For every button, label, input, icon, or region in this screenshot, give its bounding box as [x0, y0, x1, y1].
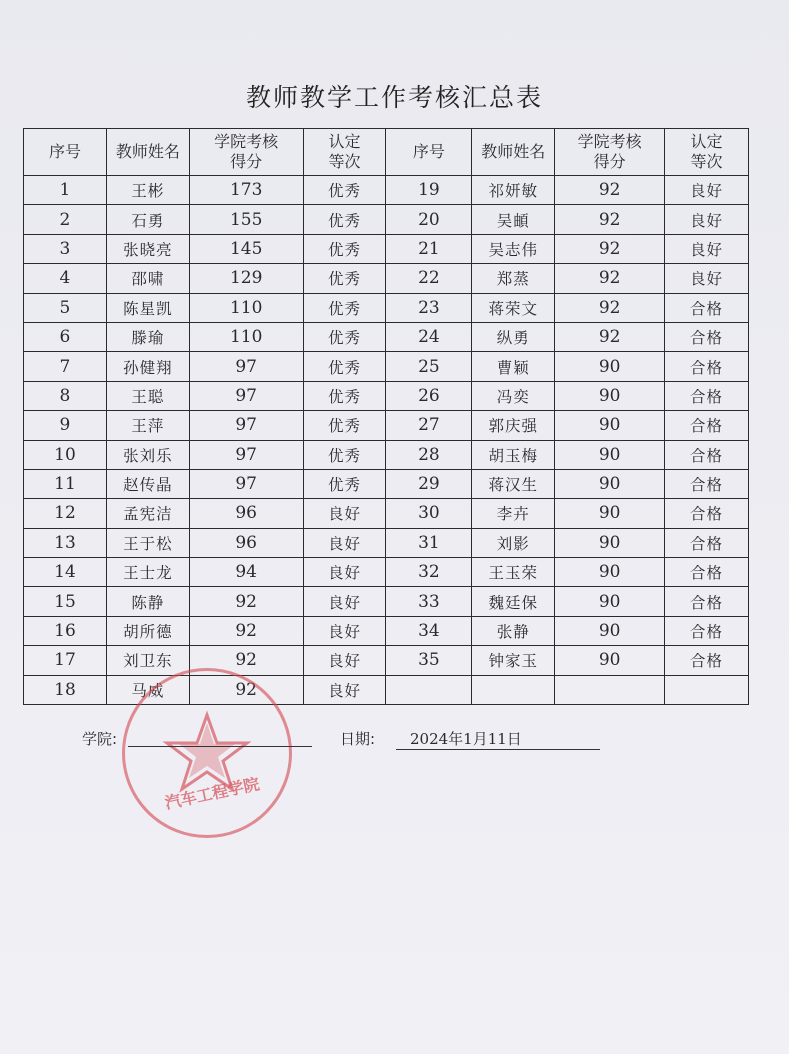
table-row: [24, 293, 749, 322]
cell-seq: 12: [24, 499, 107, 528]
seal-bottom-text: 汽车工程学院: [163, 774, 262, 813]
cell-score: 90: [555, 381, 665, 410]
cell-grade: 合格: [665, 411, 749, 440]
cell-seq: 10: [24, 440, 107, 469]
cell-seq: 2: [24, 205, 107, 234]
cell-grade: 合格: [665, 499, 749, 528]
cell-score: 97: [189, 469, 303, 498]
cell-name: 郭庆强: [472, 411, 555, 440]
cell-grade: 优秀: [303, 205, 386, 234]
table-row: [24, 205, 749, 234]
cell-score: 92: [189, 616, 303, 645]
cell-score: 96: [189, 528, 303, 557]
cell-score: 90: [555, 352, 665, 381]
cell-name: 蒋汉生: [472, 469, 555, 498]
table-row: [24, 587, 749, 616]
college-signature-line: [128, 746, 312, 747]
header-grade-left: 认定 等次: [303, 129, 386, 176]
cell-score: 145: [189, 234, 303, 263]
cell-name: 刘卫东: [106, 646, 189, 675]
cell-score: 90: [555, 646, 665, 675]
cell-name: 胡玉梅: [472, 440, 555, 469]
cell-seq: 17: [24, 646, 107, 675]
cell-seq: 11: [24, 469, 107, 498]
cell-name: 王聪: [106, 381, 189, 410]
cell-score: 96: [189, 499, 303, 528]
cell-seq: 28: [386, 440, 472, 469]
cell-score: 92: [189, 587, 303, 616]
table-row: [24, 469, 749, 498]
cell-name: 魏廷保: [472, 587, 555, 616]
cell-grade: 优秀: [303, 411, 386, 440]
cell-grade: 合格: [665, 381, 749, 410]
cell-score: 92: [189, 675, 303, 704]
cell-score: 90: [555, 528, 665, 557]
cell-name: 孙健翔: [106, 352, 189, 381]
cell-seq: 6: [24, 322, 107, 351]
table-row: [24, 616, 749, 645]
cell-seq: 29: [386, 469, 472, 498]
cell-seq: 7: [24, 352, 107, 381]
cell-name: 王士龙: [106, 558, 189, 587]
cell-name: 滕瑜: [106, 322, 189, 351]
cell-name: 胡所德: [106, 616, 189, 645]
cell-seq: 27: [386, 411, 472, 440]
cell-name: 陈星凯: [106, 293, 189, 322]
summary-table: [23, 128, 749, 705]
cell-seq: 4: [24, 264, 107, 293]
cell-score: 92: [555, 234, 665, 263]
cell-grade: 良好: [665, 234, 749, 263]
cell-grade: 合格: [665, 440, 749, 469]
cell-name: 李卉: [472, 499, 555, 528]
cell-name: 纵勇: [472, 322, 555, 351]
cell-name: 吴頔: [472, 205, 555, 234]
cell-grade: 合格: [665, 469, 749, 498]
cell-seq: 30: [386, 499, 472, 528]
cell-score: 129: [189, 264, 303, 293]
cell-score: 90: [555, 469, 665, 498]
cell-score: 155: [189, 205, 303, 234]
table-row: [24, 176, 749, 205]
cell-grade: 合格: [665, 352, 749, 381]
cell-name: 王玉荣: [472, 558, 555, 587]
cell-seq: 5: [24, 293, 107, 322]
cell-grade: 良好: [665, 264, 749, 293]
cell-name: 刘影: [472, 528, 555, 557]
date-value: 2024年1月11日: [396, 728, 600, 750]
table-row: [24, 440, 749, 469]
cell-grade: 良好: [303, 587, 386, 616]
table-row: [24, 381, 749, 410]
cell-seq: 1: [24, 176, 107, 205]
header-name-left: 教师姓名: [106, 129, 189, 176]
cell-name: 张晓亮: [106, 234, 189, 263]
cell-grade: 良好: [303, 646, 386, 675]
cell-seq: 18: [24, 675, 107, 704]
cell-grade: 优秀: [303, 381, 386, 410]
cell-seq: 31: [386, 528, 472, 557]
cell-score: 173: [189, 176, 303, 205]
table-row: [24, 264, 749, 293]
cell-seq: 22: [386, 264, 472, 293]
cell-name: 吴志伟: [472, 234, 555, 263]
cell-grade: [665, 675, 749, 704]
cell-name: 王于松: [106, 528, 189, 557]
cell-grade: 合格: [665, 558, 749, 587]
date-label: 日期:: [340, 730, 376, 748]
cell-grade: 良好: [303, 675, 386, 704]
cell-seq: 34: [386, 616, 472, 645]
cell-grade: 优秀: [303, 264, 386, 293]
cell-grade: 合格: [665, 616, 749, 645]
cell-name: 钟家玉: [472, 646, 555, 675]
cell-seq: 35: [386, 646, 472, 675]
cell-grade: 优秀: [303, 293, 386, 322]
cell-name: 石勇: [106, 205, 189, 234]
cell-grade: 合格: [665, 646, 749, 675]
cell-name: 张刘乐: [106, 440, 189, 469]
cell-grade: 优秀: [303, 469, 386, 498]
cell-grade: 优秀: [303, 352, 386, 381]
college-label: 学院:: [82, 730, 118, 748]
cell-name: 王彬: [106, 176, 189, 205]
cell-seq: 19: [386, 176, 472, 205]
table-row: [24, 528, 749, 557]
cell-seq: 23: [386, 293, 472, 322]
cell-seq: 20: [386, 205, 472, 234]
cell-score: 92: [555, 293, 665, 322]
cell-score: 92: [555, 176, 665, 205]
cell-name: 孟宪洁: [106, 499, 189, 528]
cell-score: 97: [189, 440, 303, 469]
document-title: 教师教学工作考核汇总表: [245, 83, 543, 112]
cell-name: 马威: [106, 675, 189, 704]
header-row: [24, 129, 749, 176]
cell-score: 90: [555, 440, 665, 469]
official-seal: [122, 668, 292, 838]
cell-score: 92: [189, 646, 303, 675]
table-row: [24, 322, 749, 351]
cell-name: 张静: [472, 616, 555, 645]
cell-name: 曹颖: [472, 352, 555, 381]
cell-score: 97: [189, 352, 303, 381]
cell-seq: 24: [386, 322, 472, 351]
cell-seq: 32: [386, 558, 472, 587]
cell-score: 92: [555, 322, 665, 351]
cell-grade: 良好: [303, 616, 386, 645]
cell-name: 郑蒸: [472, 264, 555, 293]
table-row: [24, 411, 749, 440]
cell-score: 97: [189, 381, 303, 410]
cell-score: [555, 675, 665, 704]
table-row: [24, 499, 749, 528]
cell-grade: 合格: [665, 528, 749, 557]
cell-name: 蒋荣文: [472, 293, 555, 322]
cell-score: 94: [189, 558, 303, 587]
cell-seq: 21: [386, 234, 472, 263]
cell-grade: 良好: [665, 205, 749, 234]
cell-seq: [386, 675, 472, 704]
cell-score: 90: [555, 411, 665, 440]
cell-score: 110: [189, 293, 303, 322]
cell-name: 祁妍敏: [472, 176, 555, 205]
cell-grade: 良好: [665, 176, 749, 205]
cell-seq: 8: [24, 381, 107, 410]
cell-seq: 3: [24, 234, 107, 263]
table-row: [24, 352, 749, 381]
cell-name: 赵传晶: [106, 469, 189, 498]
header-grade-right: 认定 等次: [665, 129, 749, 176]
header-name-right: 教师姓名: [472, 129, 555, 176]
cell-grade: 优秀: [303, 176, 386, 205]
table-row: [24, 234, 749, 263]
cell-name: [472, 675, 555, 704]
cell-grade: 优秀: [303, 322, 386, 351]
cell-name: 王萍: [106, 411, 189, 440]
cell-grade: 优秀: [303, 234, 386, 263]
cell-score: 90: [555, 499, 665, 528]
header-score-left: 学院考核 得分: [189, 129, 303, 176]
cell-seq: 26: [386, 381, 472, 410]
cell-score: 90: [555, 587, 665, 616]
cell-grade: 优秀: [303, 440, 386, 469]
cell-grade: 良好: [303, 558, 386, 587]
cell-score: 97: [189, 411, 303, 440]
cell-seq: 13: [24, 528, 107, 557]
cell-grade: 合格: [665, 293, 749, 322]
cell-name: 冯奕: [472, 381, 555, 410]
cell-score: 90: [555, 616, 665, 645]
cell-score: 90: [555, 558, 665, 587]
cell-seq: 14: [24, 558, 107, 587]
table-row: [24, 558, 749, 587]
cell-score: 92: [555, 264, 665, 293]
signature-footer: [82, 728, 622, 752]
cell-name: 陈静: [106, 587, 189, 616]
cell-seq: 25: [386, 352, 472, 381]
cell-grade: 合格: [665, 587, 749, 616]
cell-grade: 良好: [303, 499, 386, 528]
cell-grade: 合格: [665, 322, 749, 351]
cell-grade: 良好: [303, 528, 386, 557]
cell-score: 110: [189, 322, 303, 351]
cell-score: 92: [555, 205, 665, 234]
cell-seq: 33: [386, 587, 472, 616]
header-seq-left: 序号: [24, 129, 107, 176]
cell-name: 邵啸: [106, 264, 189, 293]
header-score-right: 学院考核 得分: [555, 129, 665, 176]
header-seq-right: 序号: [386, 129, 472, 176]
cell-seq: 16: [24, 616, 107, 645]
cell-seq: 9: [24, 411, 107, 440]
cell-seq: 15: [24, 587, 107, 616]
